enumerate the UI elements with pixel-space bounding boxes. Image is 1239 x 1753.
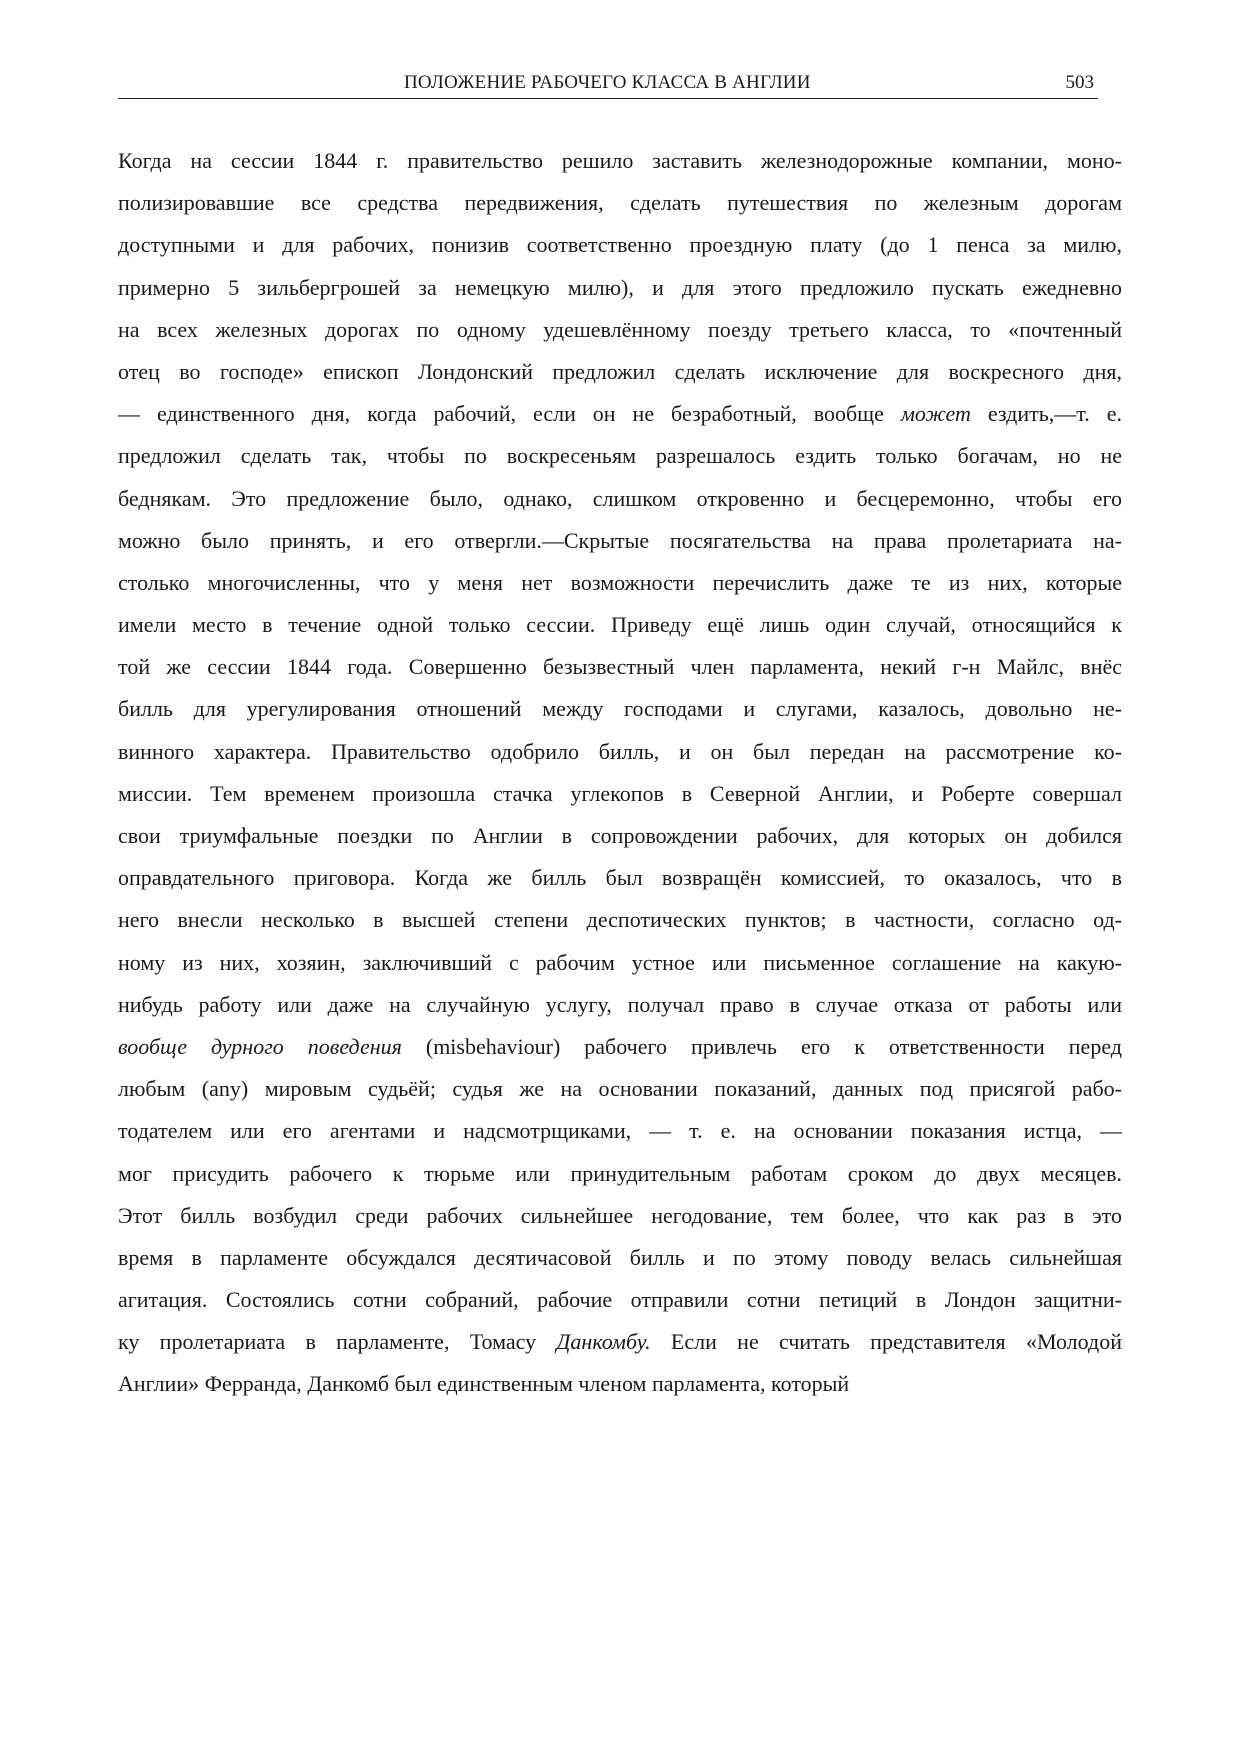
text-run: миссии. Тем временем произошла стачка углекопов в Северной Англии, и Роберте совершал (118, 780, 1122, 806)
text-line (118, 309, 1122, 351)
text-run: нибудь работу или даже на случайную услугу, получал право в случае отказа от работы или (118, 991, 1122, 1017)
text-run: время в парламенте обсуждался десятичасовой билль и по этому поводу велась сильнейшая (118, 1244, 1122, 1270)
text-run: ездить,—т. е. (970, 401, 1122, 427)
text-line (118, 984, 1122, 1026)
text-run: предложил сделать так, чтобы по воскресеньям разрешалось ездить только богачам, но не (118, 443, 1122, 469)
text-line (118, 224, 1122, 266)
text-line (118, 1026, 1122, 1068)
text-run: беднякам. Это предложение было, однако, слишком откровенно и бесцеремонно, чтобы его (118, 485, 1122, 511)
text-line (118, 1110, 1122, 1152)
text-run: — единственного дня, когда рабочий, если он не безработный, вообще (118, 401, 901, 427)
text-run: Если не считать представителя «Молодой (650, 1329, 1122, 1355)
text-line (118, 731, 1122, 773)
text-line (118, 1153, 1122, 1195)
text-run: на всех железных дорогах по одному удешевлённому поезду третьего класса, то «почтенный (118, 316, 1122, 342)
text-line (118, 688, 1122, 730)
text-run: отец во господе» епископ Лондонский предложил сделать исключение для воскресного дня, (118, 358, 1122, 384)
italic-text: вообще дурного поведения (118, 1033, 402, 1059)
text-line (118, 478, 1122, 520)
text-run: тодателем или его агентами и надсмотрщиками, — т. е. на основании показания истца, — (118, 1118, 1122, 1144)
text-line (118, 435, 1122, 477)
text-line (118, 182, 1122, 224)
text-run: билль для урегулирования отношений между господами и слугами, казалось, довольно не- (118, 696, 1122, 722)
text-line (118, 1237, 1122, 1279)
italic-text: Данкомбу. (556, 1329, 651, 1355)
page-number: 503 (1065, 72, 1094, 93)
running-title: ПОЛОЖЕНИЕ РАБОЧЕГО КЛАССА В АНГЛИИ (404, 72, 811, 93)
text-run: винного характера. Правительство одобрило билль, и он был передан на рассмотрение ко- (118, 738, 1122, 764)
text-line (118, 393, 1122, 435)
body-paragraph (118, 140, 1122, 1406)
text-line (118, 267, 1122, 309)
text-run: Англии» Ферранда, Данкомб был единственным членом парламента, который (118, 1371, 850, 1397)
text-line (118, 1279, 1122, 1321)
italic-text: может (900, 401, 971, 427)
text-run: полизировавшие все средства передвижения, сделать путешествия по железным дорогам (118, 190, 1122, 216)
text-run: той же сессии 1844 года. Совершенно безызвестный член парламента, некий г-н Майлс, внёс (118, 654, 1122, 680)
text-run: доступными и для рабочих, понизив соответственно проездную плату (до 1 пенса за милю, (118, 232, 1122, 258)
text-line (118, 857, 1122, 899)
text-run: Этот билль возбудил среди рабочих сильнейшее негодование, тем более, что как раз в это (118, 1202, 1122, 1228)
text-run: ку пролетариата в парламенте, Томасу (118, 1329, 557, 1355)
text-line (118, 1321, 1122, 1363)
text-line (118, 1195, 1122, 1237)
text-line (118, 899, 1122, 941)
text-run: оправдательного приговора. Когда же билль был возвращён комиссией, то оказалось, что в (118, 865, 1122, 891)
text-run: примерно 5 зильбергрошей за немецкую милю), и для этого предложило пускать ежедневно (118, 274, 1122, 300)
text-line (118, 351, 1122, 393)
text-run: свои триумфальные поездки по Англии в сопровождении рабочих, для которых он добился (118, 823, 1122, 848)
text-line (118, 520, 1122, 562)
text-run: можно было принять, и его отвергли.—Скрытые посягательства на права пролетариата на- (118, 527, 1122, 553)
text-line (118, 942, 1122, 984)
text-run: любым (any) мировым судьёй; судья же на основании показаний, данных под присягой рабо- (118, 1076, 1122, 1102)
text-run: агитация. Состоялись сотни собраний, рабочие отправили сотни петиций в Лондон защитни- (118, 1287, 1122, 1313)
text-run: имели место в течение одной только сессии. Приведу ещё лишь один случай, относящийся к (118, 612, 1122, 638)
text-run: ному из них, хозяин, заключивший с рабочим устное или письменное соглашение на какую- (118, 949, 1122, 975)
text-run: (misbehaviour) рабочего привлечь его к ответственности перед (401, 1033, 1122, 1059)
text-line (118, 646, 1122, 688)
text-line (118, 562, 1122, 604)
text-line (118, 1363, 1122, 1405)
text-line (118, 815, 1122, 857)
running-header (118, 68, 1098, 99)
text-line (118, 140, 1122, 182)
text-run: столько многочисленны, что у меня нет возможности перечислить даже те из них, которые (118, 569, 1122, 595)
text-line (118, 773, 1122, 815)
text-line (118, 604, 1122, 646)
text-run: него внесли несколько в высшей степени деспотических пунктов; в частности, согласно од- (118, 907, 1122, 933)
text-line (118, 1068, 1122, 1110)
text-run: Когда на сессии 1844 г. правительство решило заставить железнодорожные компании, моно- (118, 148, 1122, 173)
text-run: мог присудить рабочего к тюрьме или принудительным работам сроком до двух месяцев. (118, 1160, 1122, 1186)
